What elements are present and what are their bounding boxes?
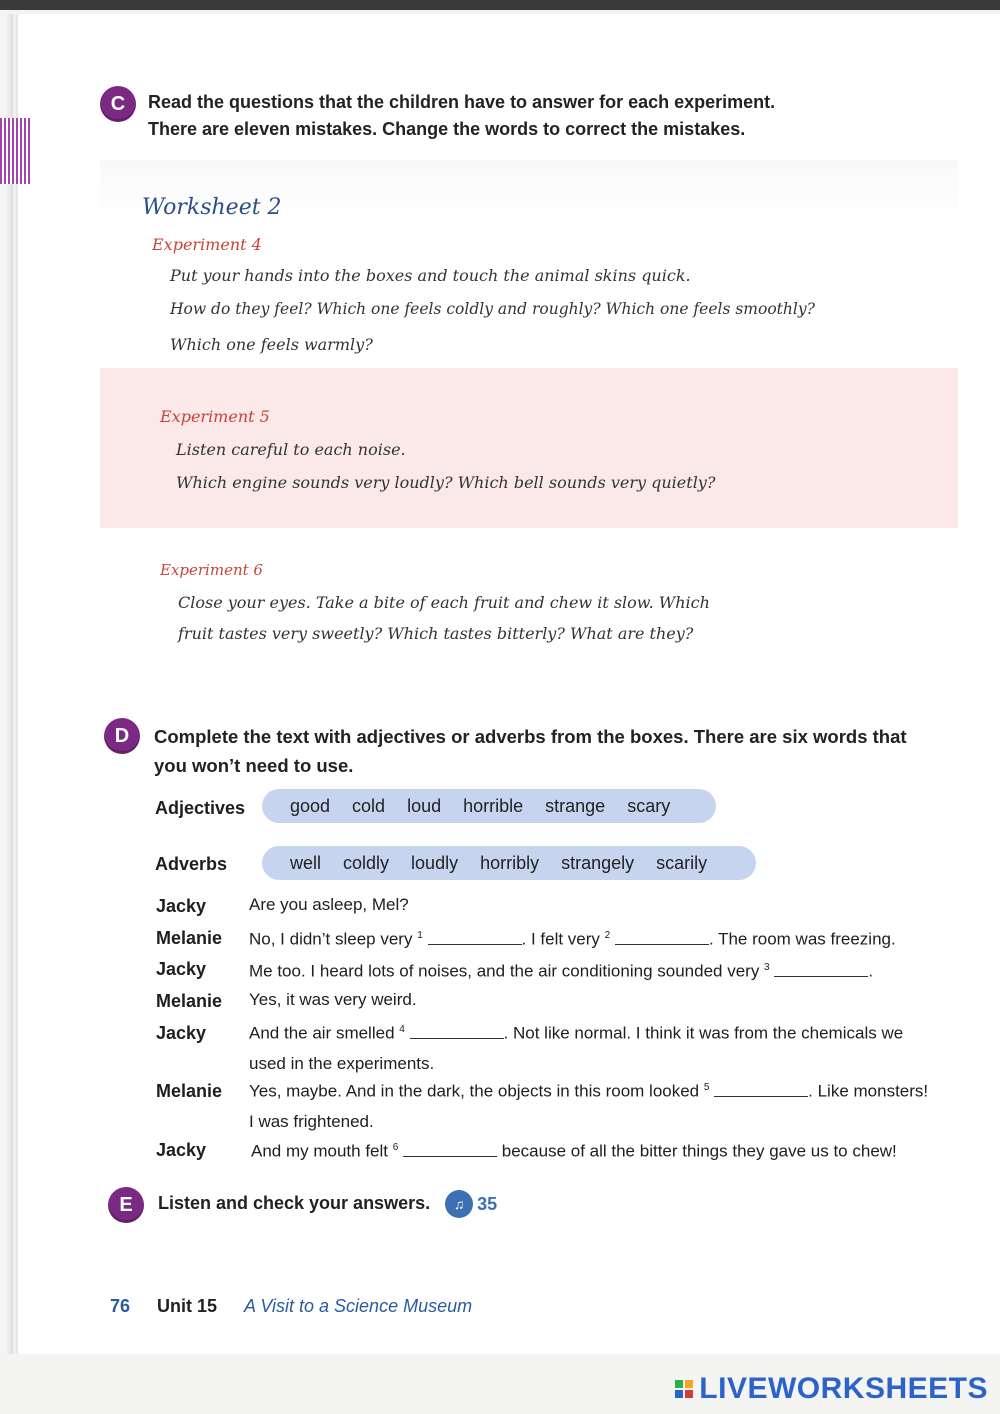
- gap-number: 4: [399, 1024, 405, 1035]
- dialogue-line: [249, 953, 873, 987]
- section-e-instruction-text: Listen and check your answers.: [158, 1193, 431, 1213]
- experiment-4-line-3: Which one feels warmly?: [170, 335, 373, 354]
- adjectives-label: Adjectives: [155, 798, 246, 818]
- audio-track-number: 35: [477, 1193, 498, 1214]
- dialogue-text: No, I didn’t sleep very: [249, 929, 418, 949]
- word-option: strangely: [561, 852, 635, 873]
- speaker-name: Melanie: [156, 1081, 223, 1101]
- dialogue-text: Me too. I heard lots of noises, and the air conditioning sounded very: [249, 961, 765, 981]
- speaker-name: Melanie: [156, 928, 223, 948]
- liveworksheets-icon: [675, 1380, 693, 1398]
- dialogue-text: .: [868, 961, 874, 981]
- answer-blank-3[interactable]: [774, 962, 868, 977]
- experiment-5-line-1: Listen careful to each noise.: [176, 440, 406, 459]
- section-c-instruction-line1: Read the questions that the children have to answer for each experiment.: [148, 92, 776, 112]
- dialogue-text: I was frightened.: [249, 1111, 374, 1131]
- gap-number: 6: [392, 1142, 399, 1153]
- answer-blank-4[interactable]: [410, 1024, 504, 1039]
- dialogue-text: used in the experiments.: [249, 1053, 435, 1073]
- experiment-4-line-1: Put your hands into the boxes and touch the animal skins quick.: [170, 266, 691, 285]
- section-c-instruction-line2: There are eleven mistakes. Change the words to correct the mistakes.: [148, 119, 746, 139]
- liveworksheets-text: LIVEWORKSHEETS: [699, 1372, 988, 1405]
- answer-blank-2[interactable]: [615, 930, 709, 945]
- dialogue-text: . The room was freezing.: [708, 929, 896, 949]
- dialogue-text: Are you asleep, Mel?: [249, 895, 409, 914]
- speaker-name: Jacky: [156, 896, 207, 916]
- word-option: strange: [545, 795, 606, 816]
- dialogue-line: [249, 921, 896, 955]
- section-e-instruction: [158, 1190, 497, 1218]
- dialogue-line: [249, 1073, 928, 1137]
- scan-top-edge: [0, 0, 1000, 10]
- section-d-instruction: [154, 722, 907, 780]
- dialogue-line: [249, 985, 417, 1015]
- adjectives-word-box: [262, 789, 716, 823]
- adverbs-label: Adverbs: [155, 854, 228, 874]
- word-option: scarily: [656, 852, 708, 873]
- answer-blank-6[interactable]: [403, 1142, 497, 1157]
- dialogue-text: . I felt very: [521, 929, 605, 949]
- dialogue-text: . Not like normal. I think it was from the chemicals we: [503, 1023, 904, 1043]
- section-d-instruction-line2: you won’t need to use.: [154, 755, 354, 776]
- adverbs-word-box: [262, 846, 756, 880]
- liveworksheets-logo: [675, 1372, 988, 1406]
- experiment-6-title: Experiment 6: [160, 561, 263, 579]
- experiment-6-line-1: Close your eyes. Take a bite of each fruit and chew it slow. Which: [178, 593, 710, 612]
- experiment-4-title: Experiment 4: [152, 235, 262, 254]
- speaker-name: Jacky: [156, 959, 207, 979]
- experiment-6-line-2: fruit tastes very sweetly? Which tastes bitterly? What are they?: [178, 624, 694, 643]
- word-option: loud: [407, 795, 442, 816]
- dialogue-text: . Like monsters!: [808, 1081, 929, 1101]
- speaker-name: Jacky: [156, 1023, 207, 1043]
- word-option: horrible: [463, 795, 524, 816]
- section-c-instruction: [148, 89, 775, 143]
- gap-number: 2: [604, 930, 611, 941]
- unit-title: A Visit to a Science Museum: [244, 1296, 473, 1316]
- word-option: scary: [627, 795, 671, 816]
- dialogue-text: Yes, it was very weird.: [249, 990, 417, 1009]
- word-option: cold: [352, 795, 386, 816]
- audio-speaker-icon[interactable]: ♫: [445, 1190, 473, 1218]
- experiment-5-title: Experiment 5: [160, 407, 270, 426]
- section-c-badge: C: [100, 86, 136, 122]
- gap-number: 5: [703, 1082, 710, 1093]
- word-option: loudly: [411, 852, 459, 873]
- dialogue-text: Yes, maybe. And in the dark, the objects in this room looked: [249, 1081, 704, 1101]
- dialogue-line: [249, 1015, 903, 1079]
- word-option: good: [290, 795, 331, 816]
- section-d-instruction-line1: Complete the text with adjectives or adverbs from the boxes. There are six words that: [154, 726, 907, 747]
- answer-blank-1[interactable]: [428, 930, 522, 945]
- page-number: 76: [110, 1296, 131, 1316]
- gap-number: 3: [764, 962, 770, 973]
- dialogue-text: And the air smelled: [249, 1023, 400, 1043]
- gap-number: 1: [417, 930, 423, 941]
- word-option: horribly: [480, 852, 540, 873]
- worksheet-title: Worksheet 2: [142, 195, 282, 220]
- experiment-4-line-2: How do they feel? Which one feels coldly and roughly? Which one feels smoothly?: [170, 300, 815, 318]
- word-option: coldly: [343, 852, 390, 873]
- word-option: well: [290, 852, 322, 873]
- dialogue-line: [249, 890, 409, 920]
- answer-blank-5[interactable]: [714, 1082, 808, 1097]
- experiment-5-line-2: Which engine sounds very loudly? Which bell sounds very quietly?: [176, 473, 716, 492]
- page-edge-tabs: [0, 118, 30, 184]
- unit-label: Unit 15: [157, 1296, 218, 1316]
- dialogue-text: And my mouth felt: [251, 1141, 393, 1161]
- speaker-name: Melanie: [156, 991, 223, 1011]
- dialogue-line: [251, 1133, 897, 1167]
- speaker-name: Jacky: [156, 1140, 207, 1160]
- section-d-badge: D: [104, 718, 140, 754]
- dialogue-text: because of all the bitter things they gave us to chew!: [497, 1141, 897, 1161]
- section-e-badge: E: [108, 1187, 144, 1223]
